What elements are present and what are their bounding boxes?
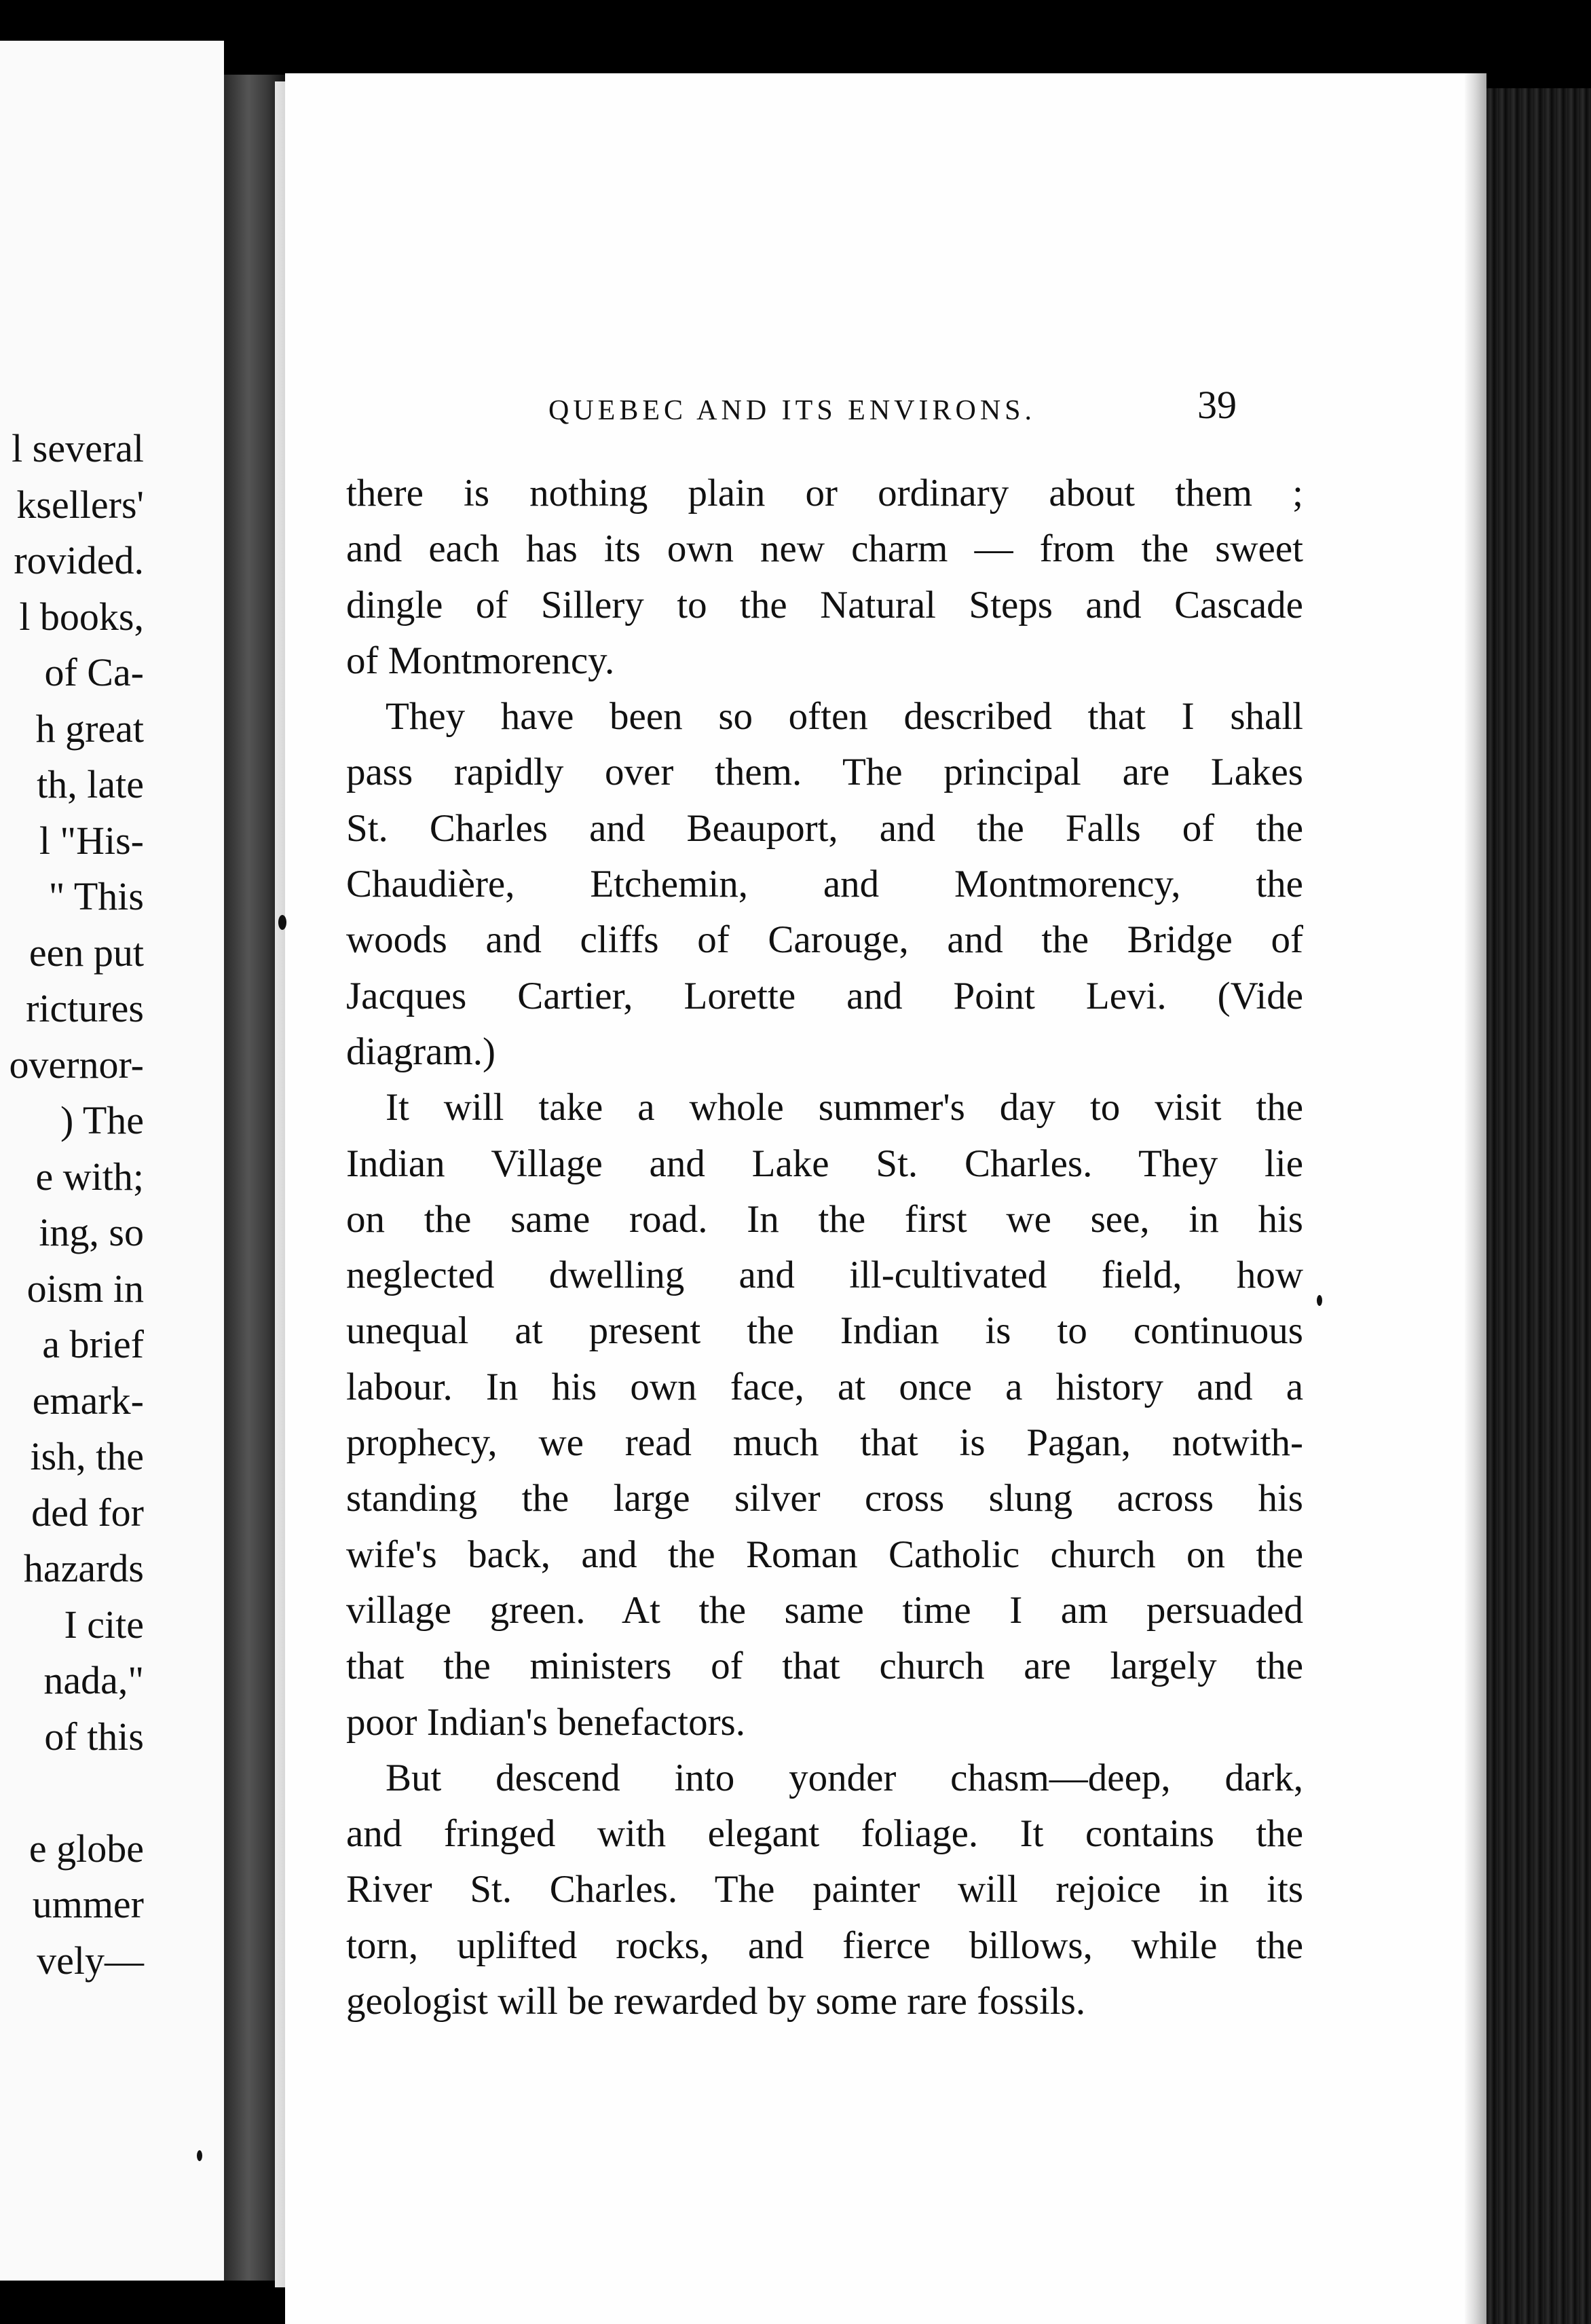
left-line: l several	[12, 426, 144, 470]
text-line: geologist will be rewarded by some rare fossils.	[346, 1980, 1086, 2023]
left-line: een put	[29, 930, 144, 975]
text-line: unequal at present the Indian is to continuous	[346, 1309, 1303, 1353]
left-line: nada,"	[43, 1658, 144, 1702]
text-line: Chaudière, Etchemin, and Montmorency, the	[346, 863, 1303, 906]
text-line: on the same road. In the first we see, in his	[346, 1197, 1303, 1241]
left-line-gap	[0, 1765, 224, 1821]
text-line: standing the large silver cross slung across his	[346, 1477, 1303, 1520]
text-line: It will take a whole summer's day to visit the	[386, 1086, 1303, 1129]
text-line: diagram.)	[346, 1030, 495, 1073]
text-line: of Montmorency.	[346, 639, 615, 682]
left-line: hazards	[23, 1546, 144, 1590]
page-edge	[1465, 73, 1486, 2324]
text-line: neglected dwelling and ill-cultivated field, how	[346, 1254, 1303, 1297]
left-line: l books,	[19, 594, 144, 639]
ink-speck	[1317, 1295, 1322, 1306]
left-line: of Ca-	[44, 650, 144, 694]
running-title: QUEBEC AND ITS ENVIRONS.	[548, 395, 1036, 426]
left-line: ish, the	[30, 1434, 144, 1478]
left-line: I cite	[64, 1602, 144, 1647]
left-line: ing, so	[39, 1210, 144, 1254]
left-line: ummer	[32, 1882, 144, 1926]
ink-speck	[278, 915, 286, 930]
text-line: and each has its own new charm — from the sweet	[346, 527, 1303, 571]
left-page-text	[0, 421, 224, 1989]
text-line: there is nothing plain or ordinary about them ;	[346, 472, 1303, 514]
text-line: They have been so often described that I shall	[386, 695, 1303, 738]
left-line: ksellers'	[16, 482, 144, 527]
left-line: oism in	[26, 1266, 144, 1311]
running-head	[285, 382, 1465, 443]
left-line: emark-	[32, 1378, 144, 1423]
text-line: labour. In his own face, at once a history and a	[346, 1365, 1303, 1408]
left-line: th, late	[37, 762, 144, 806]
text-line: village green. At the same time I am persuaded	[346, 1588, 1303, 1632]
text-line: wife's back, and the Roman Catholic church on the	[346, 1533, 1303, 1576]
left-line: a brief	[42, 1322, 144, 1366]
book-binding	[1486, 88, 1591, 2324]
left-line: rovided.	[14, 538, 144, 582]
left-line: " This	[48, 874, 144, 918]
left-line: e with;	[35, 1154, 144, 1199]
left-line: ) The	[60, 1098, 144, 1142]
left-line: e globe	[29, 1826, 144, 1871]
left-line: overnor-	[9, 1042, 144, 1087]
text-line: that the ministers of that church are largely the	[346, 1645, 1303, 1688]
text-line: Jacques Cartier, Lorette and Point Levi. (Vide	[346, 974, 1303, 1017]
page-number: 39	[1197, 383, 1237, 427]
text-line: dingle of Sillery to the Natural Steps and Cascade	[346, 583, 1303, 626]
text-line: torn, uplifted rocks, and fierce billows, while the	[346, 1924, 1303, 1967]
body-text	[346, 466, 1303, 2029]
text-line: woods and cliffs of Carouge, and the Bridge of	[346, 918, 1303, 962]
main-page	[285, 73, 1465, 2324]
left-facing-page	[0, 41, 224, 2281]
text-line: poor Indian's benefactors.	[346, 1700, 745, 1744]
left-line: rictures	[26, 986, 144, 1030]
left-line: ded for	[31, 1490, 144, 1535]
text-line: But descend into yonder chasm—deep, dark,	[386, 1756, 1303, 1799]
left-line: l "His-	[39, 818, 144, 863]
left-line: h great	[35, 706, 144, 751]
left-line: vely—	[37, 1938, 144, 1983]
text-line: Indian Village and Lake St. Charles. They lie	[346, 1142, 1303, 1185]
ink-speck	[197, 2150, 202, 2161]
left-line: of this	[44, 1714, 144, 1759]
text-line: St. Charles and Beauport, and the Falls of the	[346, 806, 1303, 850]
text-line: and fringed with elegant foliage. It contains the	[346, 1812, 1303, 1856]
text-line: prophecy, we read much that is Pagan, notwith-	[346, 1421, 1303, 1465]
text-line: River St. Charles. The painter will rejoice in its	[346, 1868, 1303, 1911]
text-line: pass rapidly over them. The principal are Lakes	[346, 751, 1303, 794]
